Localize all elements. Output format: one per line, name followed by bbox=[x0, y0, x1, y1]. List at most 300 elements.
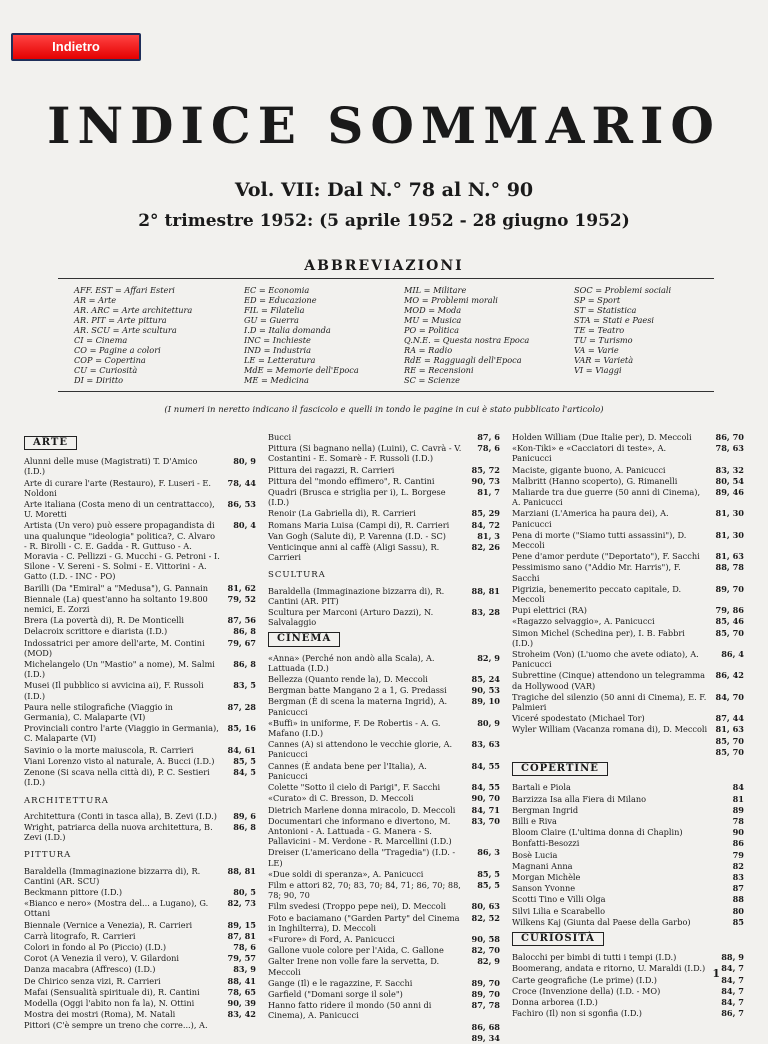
abbr-column bbox=[574, 285, 671, 375]
entry-reference: 90, 39 bbox=[227, 997, 256, 1008]
index-entry bbox=[268, 653, 500, 673]
index-entry bbox=[268, 901, 500, 911]
section-heading: ARTE bbox=[24, 436, 77, 450]
entry-reference: 81, 62 bbox=[227, 582, 256, 593]
entry-title: Artista (Un vero) può essere propagandista di una qualunque "ideologia" politica?, C. Alvaro - R. Birolli - C. E. Gadda - R. Guttuso - A. Moravia - C. Pellizzi - G. Mucchi - G. Petroni - I. Silone - V. Sereni - S. Solmi - E. Vittorini - A. Gatto (I.D. - INC - PO) bbox=[24, 520, 220, 582]
abbreviation-item: MU = Musica bbox=[404, 315, 462, 325]
entry-title: Carrà litografo, R. Carrieri bbox=[24, 930, 136, 941]
index-entry bbox=[512, 551, 744, 561]
subsection-heading: ARCHITETTURA bbox=[24, 795, 109, 806]
entry-reference: 83, 9 bbox=[233, 964, 256, 975]
entry-reference: 88, 9 bbox=[721, 952, 744, 963]
abbreviation-item: IND = Industria bbox=[244, 345, 311, 355]
index-entry bbox=[24, 866, 256, 886]
entry-title: «Buffi» in uniforme, F. De Robertis - A. G. Mafano (I.D.) bbox=[268, 717, 441, 739]
entry-title: Danza macabra (Affresco) (I.D.) bbox=[24, 964, 156, 975]
entry-title: «Kon-Tiki» e «Cacciatori di teste», A. Panicucci bbox=[512, 443, 667, 464]
entry-reference: 89, 46 bbox=[715, 487, 744, 498]
entry-title: Arte italiana (Costa meno di un centrattacco), U. Moretti bbox=[24, 499, 215, 520]
index-column-3 bbox=[512, 432, 744, 1019]
entry-title: Venticinque anni al caffè (Aligi Sassu), R. Carrieri bbox=[268, 542, 440, 563]
subsection-heading: SCULTURA bbox=[268, 570, 326, 581]
entry-title: Wilkens Kaj (Giunta dal Paese della Garbo) bbox=[512, 916, 691, 927]
entry-title: Gallone vuole colore per l'Aida, C. Gallone bbox=[268, 945, 444, 956]
entry-title: Carte geografiche (Le prime) (I.D.) bbox=[512, 974, 657, 985]
date-subtitle: 2° trimestre 1952: (5 aprile 1952 - 28 giugno 1952) bbox=[138, 211, 630, 231]
entry-title: Brera (La povertà di), R. De Monticelli bbox=[24, 615, 185, 626]
entry-reference: 79, 86 bbox=[715, 605, 744, 616]
entry-reference: 80 bbox=[732, 905, 744, 916]
entry-title: Magnani Anna bbox=[512, 860, 573, 871]
index-entry bbox=[512, 805, 744, 815]
entry-title: Beckmann pittore (I.D.) bbox=[24, 886, 123, 897]
entry-title: Pittura del "mondo effimero", R. Cantini bbox=[268, 475, 435, 486]
index-entry bbox=[512, 692, 744, 712]
entry-reference: 79, 67 bbox=[227, 637, 256, 648]
entry-reference: 79, 57 bbox=[227, 953, 256, 964]
entry-title: Scultura per Marconi (Arturo Dazzi), N. Salvalaggio bbox=[268, 607, 434, 628]
entry-reference: 88, 81 bbox=[471, 585, 500, 596]
index-entry bbox=[512, 562, 744, 582]
entry-reference: 89, 70 bbox=[471, 988, 500, 999]
entry-title: Romans Maria Luisa (Campi di), R. Carrieri bbox=[268, 519, 450, 530]
index-entry bbox=[512, 963, 744, 973]
abbreviation-item: EC = Economia bbox=[244, 285, 310, 295]
index-entry bbox=[512, 530, 744, 550]
abbreviation-item: INC = Inchieste bbox=[244, 335, 311, 345]
entry-reference: 80, 5 bbox=[233, 886, 256, 897]
entry-reference: 78 bbox=[732, 815, 744, 826]
entry-reference: 86, 53 bbox=[227, 499, 256, 510]
index-entry bbox=[24, 976, 256, 986]
entry-reference: 89, 70 bbox=[471, 977, 500, 988]
entry-title: Corot (A Venezia il vero), V. Gilardoni bbox=[24, 953, 180, 964]
entry-reference: 89, 6 bbox=[233, 810, 256, 821]
section-heading: CURIOSITÀ bbox=[512, 932, 604, 946]
entry-title: Provinciali contro l'arte (Viaggio in Germania), C. Malaparte (VI) bbox=[24, 723, 219, 744]
index-entry bbox=[512, 975, 744, 985]
entry-reference: 82, 52 bbox=[471, 912, 500, 923]
entry-reference: 81 bbox=[732, 793, 744, 804]
index-entry bbox=[512, 872, 744, 882]
entry-reference: 87, 81 bbox=[227, 930, 256, 941]
entry-reference: 83, 42 bbox=[227, 1009, 256, 1020]
index-entry bbox=[268, 520, 500, 530]
entry-reference: 83 bbox=[732, 871, 744, 882]
index-entry bbox=[24, 456, 256, 476]
entry-reference: 86, 8 bbox=[233, 821, 256, 832]
abbreviation-item: VI = Viaggi bbox=[574, 365, 622, 375]
entry-reference: 84, 7 bbox=[721, 963, 744, 974]
index-entry bbox=[512, 1008, 744, 1018]
index-entry bbox=[512, 616, 744, 626]
index-entry bbox=[512, 917, 744, 927]
index-entry bbox=[268, 443, 500, 463]
abbreviation-item: VA = Varie bbox=[574, 345, 619, 355]
index-entry bbox=[512, 724, 744, 734]
entry-reference: 82, 9 bbox=[477, 652, 500, 663]
index-entry bbox=[24, 594, 256, 614]
entry-reference: 82, 73 bbox=[227, 898, 256, 909]
index-entry bbox=[512, 997, 744, 1007]
entry-reference: 81, 7 bbox=[477, 487, 500, 498]
abbreviation-item: FIL = Filatelia bbox=[244, 305, 305, 315]
entry-title: Boomerang, andata e ritorno, U. Maraldi (I.D.) bbox=[512, 963, 706, 974]
page-number: 1 bbox=[712, 967, 720, 980]
entry-title: Simon Michel (Schedina per), I. B. Fabbri (I.D.) bbox=[512, 627, 685, 648]
entry-reference: 85, 70 bbox=[715, 735, 744, 746]
index-entry bbox=[512, 816, 744, 826]
entry-title: Van Gogh (Salute di), P. Varenna (I.D. - SC) bbox=[268, 530, 446, 541]
abbreviation-item: Q.N.E. = Questa nostra Epoca bbox=[404, 335, 530, 345]
index-entry bbox=[24, 638, 256, 658]
index-entry bbox=[268, 739, 500, 759]
index-entry bbox=[268, 674, 500, 684]
entry-title bbox=[512, 736, 714, 746]
abbreviation-item: SP = Sport bbox=[574, 295, 621, 305]
index-entry bbox=[24, 767, 256, 787]
entry-title: Dreiser (L'americano della "Tragedia") (I.D. - LE) bbox=[268, 847, 456, 868]
entry-title: «Furore» di Ford, A. Panicucci bbox=[268, 933, 395, 944]
index-entry bbox=[268, 816, 500, 847]
index-entry bbox=[268, 869, 500, 879]
abbreviation-item: LE = Letteratura bbox=[244, 355, 316, 365]
index-entry bbox=[268, 978, 500, 988]
entry-title: «Due soldi di speranza», A. Panicucci bbox=[268, 868, 424, 879]
entry-reference: 85, 70 bbox=[715, 746, 744, 757]
index-entry bbox=[268, 465, 500, 475]
abbreviation-item: SC = Scienze bbox=[404, 375, 461, 385]
entry-title: Pittori (C'è sempre un treno che corre...), A. bbox=[24, 1020, 208, 1031]
entry-title: Mostra dei mostri (Roma), M. Natali bbox=[24, 1009, 176, 1020]
index-entry bbox=[24, 723, 256, 743]
entry-title: Alunni delle muse (Magistrati) T. D'Amico (I.D.) bbox=[24, 456, 198, 477]
index-entry bbox=[24, 953, 256, 963]
entry-reference: 81, 63 bbox=[715, 724, 744, 735]
entry-title: «Bianco e nero» (Mostra del... a Lugano), G. Ottani bbox=[24, 898, 209, 919]
index-entry bbox=[268, 685, 500, 695]
entry-reference: 83, 28 bbox=[471, 607, 500, 618]
entry-title: Viceré spodestato (Michael Tor) bbox=[512, 713, 645, 724]
entry-title: Bergman Ingrid bbox=[512, 804, 579, 815]
entry-title: Billi e Riva bbox=[512, 815, 557, 826]
entry-title: Indossatrici per amore dell'arte, M. Contini (MOD) bbox=[24, 637, 205, 658]
entry-title: Savinio o la morte maiuscola, R. Carrieri bbox=[24, 744, 194, 755]
section-heading: CINEMA bbox=[268, 632, 340, 646]
entry-title: Donna arborea (I.D.) bbox=[512, 996, 598, 1007]
entry-reference: 86, 70 bbox=[715, 432, 744, 442]
index-entry bbox=[24, 702, 256, 722]
abbreviation-item: RA = Radio bbox=[404, 345, 453, 355]
entry-reference: 84, 72 bbox=[471, 519, 500, 530]
entry-reference: 80, 4 bbox=[233, 520, 256, 531]
entry-reference: 89 bbox=[732, 804, 744, 815]
index-entry bbox=[24, 942, 256, 952]
entry-title: Musei (Il pubblico si avvicina ai), F. Russoli (I.D.) bbox=[24, 680, 204, 701]
entry-reference: 87, 6 bbox=[477, 432, 500, 442]
abbreviation-item: ME = Medicina bbox=[244, 375, 309, 385]
index-entry bbox=[268, 934, 500, 944]
entry-reference: 90, 58 bbox=[471, 933, 500, 944]
entry-reference: 89, 15 bbox=[227, 919, 256, 930]
entry-title: Arte di curare l'arte (Restauro), F. Luseri - E. Noldoni bbox=[24, 477, 211, 498]
entry-reference: 84, 71 bbox=[471, 804, 500, 815]
index-entry bbox=[24, 1009, 256, 1019]
entry-reference: 78, 6 bbox=[477, 443, 500, 454]
entry-reference: 86, 4 bbox=[721, 649, 744, 660]
entry-title: «Anna» (Perché non andò alla Scala), A. Lattuada (I.D.) bbox=[268, 652, 435, 673]
entry-title: Marziani (L'America ha paura dei), A. Panicucci bbox=[512, 508, 669, 529]
index-entry bbox=[268, 793, 500, 803]
entry-title: Subrettine (Cinque) attendono un telegramma da Hollywood (VAR) bbox=[512, 670, 706, 691]
abbreviation-item: GU = Guerra bbox=[244, 315, 299, 325]
entry-title: Balocchi per bimbi di tutti i tempi (I.D.) bbox=[512, 952, 677, 963]
index-entry bbox=[24, 987, 256, 997]
abbreviation-item: AR = Arte bbox=[74, 295, 117, 305]
entry-reference: 84, 55 bbox=[471, 782, 500, 793]
entry-title: Pupi elettrici (RA) bbox=[512, 605, 587, 616]
index-entry bbox=[512, 850, 744, 860]
index-entry bbox=[268, 1022, 500, 1032]
index-entry bbox=[268, 696, 500, 716]
entry-reference: 85, 5 bbox=[233, 755, 256, 766]
entry-title: Zenone (Si scava nella città di), P. C. Sestieri (I.D.) bbox=[24, 767, 210, 788]
entry-reference: 80, 9 bbox=[233, 456, 256, 467]
index-entry bbox=[24, 964, 256, 974]
entry-title bbox=[268, 1022, 470, 1032]
back-button[interactable]: Indietro bbox=[11, 33, 141, 61]
abbreviation-item: AR. PIT = Arte pittura bbox=[74, 315, 167, 325]
entry-title: Tragiche del silenzio (50 anni di Cinema), E. F. Palmieri bbox=[512, 691, 707, 713]
entry-title: Silvi Lilia e Scarabello bbox=[512, 905, 606, 916]
entry-reference: 84, 55 bbox=[471, 760, 500, 771]
entry-title: Paura nelle stilografiche (Viaggio in Germania), C. Malaparte (VI) bbox=[24, 701, 173, 723]
entry-reference: 83, 5 bbox=[233, 680, 256, 691]
entry-title: Architettura (Conti in tasca alla), B. Zevi (I.D.) bbox=[24, 810, 217, 821]
index-entry bbox=[268, 718, 500, 738]
abbreviation-item: MOD = Moda bbox=[404, 305, 462, 315]
entry-title: Wyler William (Vacanza romana di), D. Meccoli bbox=[512, 724, 708, 735]
index-entry bbox=[512, 649, 744, 669]
entry-title: «Ragazzo selvaggio», A. Panicucci bbox=[512, 616, 655, 627]
abbreviations-box bbox=[58, 278, 714, 392]
entry-reference: 87, 56 bbox=[227, 615, 256, 626]
index-entry bbox=[512, 894, 744, 904]
entry-title bbox=[512, 747, 714, 757]
entry-title: Foto e baciamano ("Garden Party" del Cinema in Inghilterra), D. Meccoli bbox=[268, 912, 460, 933]
abbreviation-item: CU = Curiosità bbox=[74, 365, 138, 375]
index-entry bbox=[24, 626, 256, 636]
entry-reference: 89, 70 bbox=[715, 583, 744, 594]
entry-title: De Chirico senza vizi, R. Carrieri bbox=[24, 975, 161, 986]
index-entry bbox=[268, 531, 500, 541]
abbreviation-item: COP = Copertina bbox=[74, 355, 146, 365]
index-entry bbox=[512, 952, 744, 962]
entry-reference: 84, 70 bbox=[715, 691, 744, 702]
entry-reference: 85, 46 bbox=[715, 616, 744, 627]
entry-reference: 90, 53 bbox=[471, 685, 500, 696]
entry-reference: 90, 73 bbox=[471, 475, 500, 486]
abbreviation-item: PO = Politica bbox=[404, 325, 460, 335]
entry-reference: 87, 44 bbox=[715, 713, 744, 724]
entry-title: Cannes (È andata bene per l'Italia), A. Panicucci bbox=[268, 760, 427, 781]
entry-reference: 79, 52 bbox=[227, 593, 256, 604]
entry-reference: 88 bbox=[732, 894, 744, 905]
index-entry bbox=[268, 476, 500, 486]
entry-title: Renoir (La Gabriella di), R. Carrieri bbox=[268, 508, 416, 519]
entry-reference: 80, 9 bbox=[477, 717, 500, 728]
entry-reference: 84, 5 bbox=[233, 767, 256, 778]
index-entry bbox=[512, 906, 744, 916]
index-entry bbox=[268, 761, 500, 781]
entry-title: Scotti Tino e Villi Olga bbox=[512, 894, 606, 905]
index-entry bbox=[512, 508, 744, 528]
entry-title: Pittura (Si bagnano nella) (Luini), C. Cavrà - V. Costantini - E. Somarè - F. Russoli (I.D.) bbox=[268, 443, 462, 464]
index-entry bbox=[24, 478, 256, 498]
entry-title: Croce (Invenzione della) (I.D. - MO) bbox=[512, 985, 661, 996]
entry-reference: 84, 7 bbox=[721, 974, 744, 985]
index-entry bbox=[268, 847, 500, 867]
index-entry bbox=[268, 586, 500, 606]
entry-reference: 80, 63 bbox=[471, 901, 500, 912]
abbreviation-item: AFF. EST = Affari Esteri bbox=[74, 285, 175, 295]
entry-title: Pigrizia, benemerito peccato capitale, D. Meccoli bbox=[512, 583, 682, 605]
entry-reference: 82 bbox=[732, 860, 744, 871]
entry-title: Bellezza (Quanto rende la), D. Meccoli bbox=[268, 674, 428, 685]
entry-reference: 89, 10 bbox=[471, 696, 500, 707]
entry-reference: 84 bbox=[732, 782, 744, 793]
index-entry bbox=[24, 583, 256, 593]
index-entry bbox=[268, 607, 500, 627]
abbreviation-item: MIL = Militare bbox=[404, 285, 467, 295]
index-entry bbox=[512, 476, 744, 486]
entry-title: Documentari che informano e divertono, M. Antonioni - A. Lattuada - G. Manera - S. Pallavicini - M. Verdone - R. Marcellini (I.D.) bbox=[268, 815, 452, 847]
index-entry bbox=[24, 887, 256, 897]
entry-reference: 86, 42 bbox=[715, 670, 744, 681]
volume-subtitle: Vol. VII: Dal N.° 78 al N.° 90 bbox=[234, 179, 534, 201]
entry-title: Gange (Il) e le ragazzine, F. Sacchi bbox=[268, 977, 413, 988]
abbreviation-item: TE = Teatro bbox=[574, 325, 625, 335]
entry-title: Fachiro (Il) non si sgonfia (I.D.) bbox=[512, 1008, 642, 1019]
index-entry bbox=[512, 736, 744, 746]
index-entry bbox=[268, 913, 500, 933]
index-entry bbox=[268, 805, 500, 815]
index-entry bbox=[512, 443, 744, 463]
index-entry bbox=[268, 989, 500, 999]
entry-title bbox=[268, 1033, 470, 1043]
entry-title: Pittura dei ragazzi, R. Carrieri bbox=[268, 464, 395, 475]
index-entry bbox=[24, 680, 256, 700]
entry-title: Michelangelo (Un "Mastio" a nome), M. Salmi (I.D.) bbox=[24, 659, 215, 680]
entry-reference: 87, 78 bbox=[471, 1000, 500, 1011]
abbr-column bbox=[74, 285, 192, 385]
index-entry bbox=[268, 782, 500, 792]
abbreviation-item: I.D = Italia domanda bbox=[244, 325, 331, 335]
index-entry bbox=[512, 628, 744, 648]
entry-title: Film svedesi (Troppo pepe nei), D. Meccoli bbox=[268, 901, 446, 912]
entry-title: Morgan Michèle bbox=[512, 871, 581, 882]
entry-reference: 82, 9 bbox=[477, 956, 500, 967]
entry-title: Garfield ("Domani sorge il sole") bbox=[268, 988, 403, 999]
abbreviation-item: MdE = Memorie dell'Epoca bbox=[244, 365, 359, 375]
entry-title: Galter Irene non volle fare la servetta, D. Meccoli bbox=[268, 956, 440, 977]
entry-title: Colori in fondo al Po (Piccio) (I.D.) bbox=[24, 941, 167, 952]
abbreviations-heading: ABBREVIAZIONI bbox=[304, 258, 464, 274]
abbreviation-item: ED = Educazione bbox=[244, 295, 317, 305]
entry-title: Bartali e Piola bbox=[512, 782, 571, 793]
abbreviation-item: CO = Pagine a colori bbox=[74, 345, 161, 355]
index-entry bbox=[24, 659, 256, 679]
index-entry bbox=[512, 838, 744, 848]
entry-title: Pena di morte ("Siamo tutti assassini"), D. Meccoli bbox=[512, 529, 687, 551]
entry-title: Modella (Oggi l'abito non fa la), N. Ottini bbox=[24, 997, 195, 1008]
index-entry bbox=[512, 782, 744, 792]
abbreviation-item: SOC = Problemi sociali bbox=[574, 285, 672, 295]
abbreviation-item: RdE = Ragguagli dell'Epoca bbox=[404, 355, 522, 365]
index-entry bbox=[512, 465, 744, 475]
index-entry bbox=[512, 883, 744, 893]
entry-title: Bonfatti-Besozzi bbox=[512, 838, 580, 849]
entry-title: Colette "Sotto il cielo di Parigi", F. Sacchi bbox=[268, 782, 441, 793]
entry-reference: 85, 5 bbox=[477, 879, 500, 890]
entry-reference: 85, 5 bbox=[477, 868, 500, 879]
index-entry bbox=[268, 542, 500, 562]
index-entry bbox=[512, 747, 744, 757]
abbreviation-item: RE = Recensioni bbox=[404, 365, 474, 375]
abbr-column bbox=[244, 285, 359, 385]
entry-reference: 89, 34 bbox=[471, 1032, 500, 1043]
index-entry bbox=[268, 880, 500, 900]
index-entry bbox=[24, 615, 256, 625]
entry-reference: 86, 8 bbox=[233, 659, 256, 670]
index-entry bbox=[24, 745, 256, 755]
entry-title: Cannes (A) si attendono le vecchie glorie, A. Panicucci bbox=[268, 739, 453, 760]
abbreviation-item: STA = Stati e Paesi bbox=[574, 315, 655, 325]
entry-reference: 83, 70 bbox=[471, 815, 500, 826]
entry-reference: 90 bbox=[732, 827, 744, 838]
entry-reference: 87, 28 bbox=[227, 701, 256, 712]
entry-title: Holden William (Due Italie per), D. Meccoli bbox=[512, 432, 692, 442]
index-column-2 bbox=[268, 432, 500, 1044]
entry-reference: 88, 41 bbox=[227, 975, 256, 986]
entry-reference: 88, 81 bbox=[227, 865, 256, 876]
entry-reference: 81, 30 bbox=[715, 529, 744, 540]
index-entry bbox=[24, 931, 256, 941]
entry-reference: 79 bbox=[732, 849, 744, 860]
entry-reference: 78, 63 bbox=[715, 443, 744, 454]
abbreviation-item: TU = Turismo bbox=[574, 335, 633, 345]
index-entry bbox=[24, 811, 256, 821]
entry-reference: 85, 16 bbox=[227, 723, 256, 734]
abbreviation-item: AR. ARC = Arte architettura bbox=[74, 305, 193, 315]
entry-reference: 88, 78 bbox=[715, 562, 744, 573]
index-entry bbox=[24, 499, 256, 519]
entry-reference: 85 bbox=[732, 916, 744, 927]
abbreviation-item: VAR = Varietà bbox=[574, 355, 634, 365]
index-entry bbox=[512, 670, 744, 690]
entry-title: Pessimismo sano ("Addio Mr. Harris"), F. Sacchi bbox=[512, 562, 681, 583]
entry-reference: 78, 65 bbox=[227, 986, 256, 997]
index-entry bbox=[512, 713, 744, 723]
page-title: INDICE SOMMARIO bbox=[47, 96, 721, 155]
index-entry bbox=[24, 920, 256, 930]
entry-reference: 83, 63 bbox=[471, 739, 500, 750]
entry-title: Biennale (Vernice a Venezia), R. Carrieri bbox=[24, 919, 193, 930]
abbreviation-item: CI = Cinema bbox=[74, 335, 128, 345]
entry-reference: 86 bbox=[732, 838, 744, 849]
entry-reference: 81, 3 bbox=[477, 530, 500, 541]
entry-reference: 83, 32 bbox=[715, 464, 744, 475]
